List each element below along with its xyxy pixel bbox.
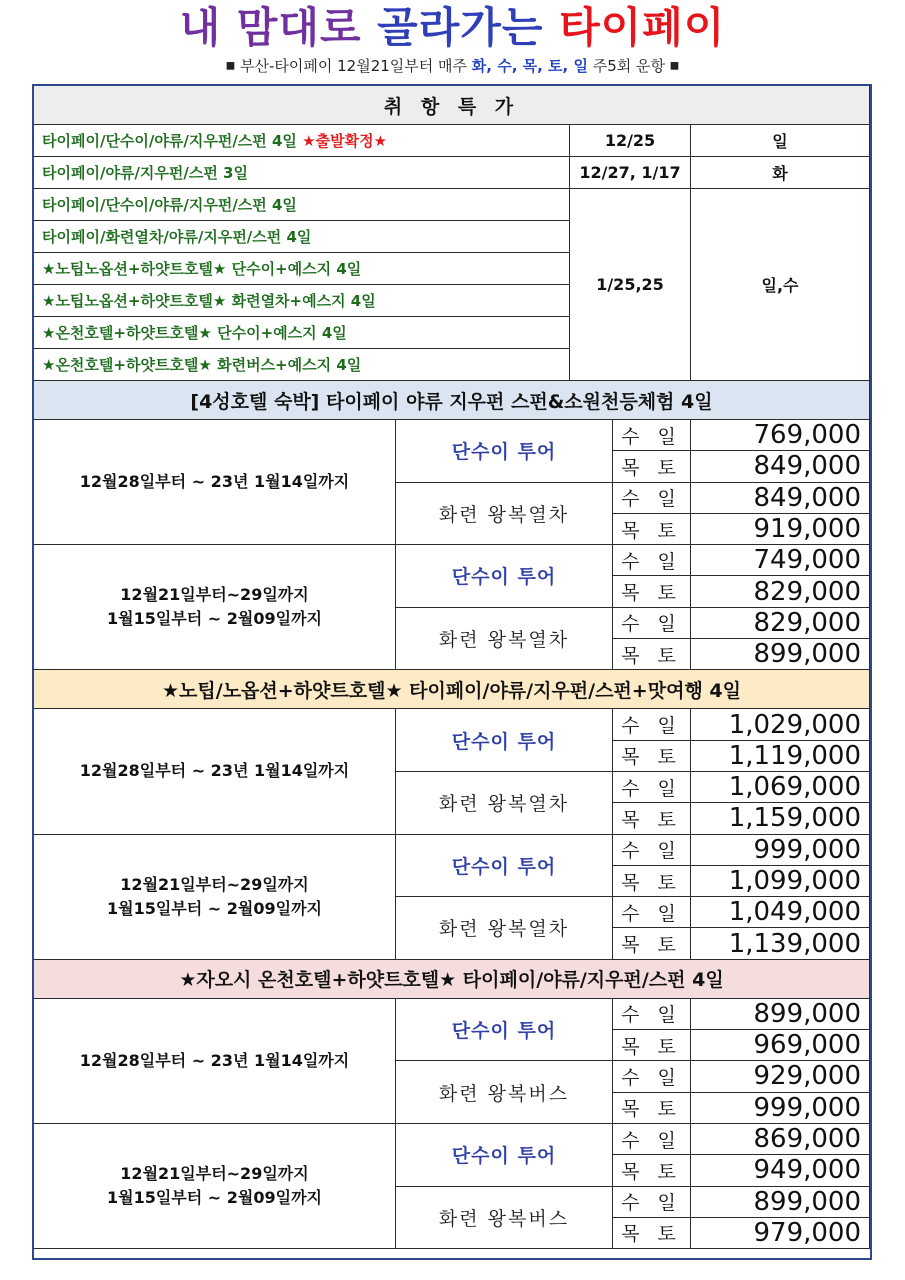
departure-day: 일,수	[691, 189, 870, 381]
package-name	[34, 285, 570, 317]
package-name-text: ★노팁노옵션+하얏트호텔★ 화련열차+예스지 4일	[42, 292, 376, 310]
section-heading-row	[34, 381, 870, 420]
table-row	[34, 834, 870, 865]
price: 1,069,000	[691, 771, 870, 802]
tour-option: 화련 왕복버스	[396, 1061, 613, 1124]
price: 929,000	[691, 1061, 870, 1092]
table-row	[34, 545, 870, 576]
weekday-label: 목 토	[613, 513, 691, 544]
bullet-square-icon: ■	[669, 60, 680, 72]
weekday-label: 수 일	[613, 1186, 691, 1217]
section-heading: [4성호텔 숙박] 타이페이 야류 지우펀 스펀&소원천등체험 4일	[34, 381, 870, 420]
section-heading: ★자오시 온천호텔+하얏트호텔★ 타이페이/야류/지우펀/스펀 4일	[34, 959, 870, 998]
tour-option: 단수이 투어	[396, 1123, 613, 1186]
package-name	[34, 189, 570, 221]
weekday-label: 목 토	[613, 1092, 691, 1123]
header	[0, 0, 905, 84]
subtitle-prefix: 부산-타이페이 12월21일부터 매주	[240, 57, 468, 75]
weekday-label: 수 일	[613, 545, 691, 576]
period-line-2: 1월15일부터 ~ 2월09일까지	[107, 1188, 322, 1208]
departure-day: 일	[691, 125, 870, 157]
price: 829,000	[691, 576, 870, 607]
departure-date: 12/27, 1/17	[570, 157, 691, 189]
weekday-label: 목 토	[613, 639, 691, 670]
departure-date: 12/25	[570, 125, 691, 157]
weekday-label: 수 일	[613, 771, 691, 802]
title-part-2: 골라가는	[377, 3, 544, 52]
price-table	[33, 85, 870, 1249]
weekday-label: 수 일	[613, 607, 691, 638]
package-name	[34, 157, 570, 189]
package-name	[34, 253, 570, 285]
tour-option: 단수이 투어	[396, 545, 613, 608]
package-name-text: ★온천호텔+하얏트호텔★ 화련버스+예스지 4일	[42, 356, 362, 374]
price: 849,000	[691, 451, 870, 482]
price: 919,000	[691, 513, 870, 544]
tour-option: 단수이 투어	[396, 998, 613, 1061]
title-part-1: 내 맘대로	[179, 3, 362, 52]
schedule-subtitle	[0, 55, 905, 78]
weekday-label: 목 토	[613, 576, 691, 607]
weekday-label: 수 일	[613, 420, 691, 451]
weekday-label: 목 토	[613, 1155, 691, 1186]
confirmed-badge: ★출발확정★	[302, 132, 388, 150]
travel-period	[34, 709, 396, 834]
table-row	[34, 420, 870, 451]
travel-period	[34, 420, 396, 545]
travel-period	[34, 545, 396, 670]
price: 949,000	[691, 1155, 870, 1186]
weekday-label: 목 토	[613, 928, 691, 959]
price: 1,119,000	[691, 740, 870, 771]
package-name-text: 타이페이/단수이/야류/지우펀/스펀 4일	[42, 196, 297, 214]
price: 899,000	[691, 1186, 870, 1217]
weekday-label: 수 일	[613, 1061, 691, 1092]
package-name-text: 타이페이/야류/지우펀/스펀 3일	[42, 164, 248, 182]
departure-date: 1/25,25	[570, 189, 691, 381]
package-name-text: ★온천호텔+하얏트호텔★ 단수이+예스지 4일	[42, 324, 347, 342]
tour-option: 화련 왕복버스	[396, 1186, 613, 1249]
period-line-1: 12월28일부터 ~ 23년 1월14일까지	[79, 472, 350, 492]
section-heading-row	[34, 86, 870, 125]
price: 1,049,000	[691, 897, 870, 928]
special-row	[34, 125, 870, 157]
tour-option: 화련 왕복열차	[396, 771, 613, 834]
price: 849,000	[691, 482, 870, 513]
period-line-1: 12월21일부터~29일까지	[120, 585, 309, 605]
price: 999,000	[691, 1092, 870, 1123]
package-name-text: 타이페이/화련열차/야류/지우펀/스펀 4일	[42, 228, 312, 246]
travel-period	[34, 834, 396, 959]
period-line-1: 12월28일부터 ~ 23년 1월14일까지	[79, 1050, 350, 1070]
travel-period	[34, 998, 396, 1123]
weekday-label: 목 토	[613, 865, 691, 896]
tour-option: 화련 왕복열차	[396, 482, 613, 545]
weekday-label: 수 일	[613, 834, 691, 865]
package-name	[34, 317, 570, 349]
price: 979,000	[691, 1217, 870, 1248]
title-part-3: 타이페이	[559, 3, 726, 52]
weekday-label: 수 일	[613, 998, 691, 1029]
period-line-1: 12월21일부터~29일까지	[120, 874, 309, 894]
price: 1,159,000	[691, 803, 870, 834]
weekday-label: 수 일	[613, 1123, 691, 1154]
section-heading-row	[34, 959, 870, 998]
weekday-label: 목 토	[613, 740, 691, 771]
price: 749,000	[691, 545, 870, 576]
special-row	[34, 157, 870, 189]
tour-option: 단수이 투어	[396, 709, 613, 772]
tour-option: 단수이 투어	[396, 420, 613, 483]
page-title	[0, 4, 905, 52]
price: 769,000	[691, 420, 870, 451]
subtitle-days: 화, 수, 목, 토, 일	[471, 57, 588, 75]
package-name-text: 타이페이/단수이/야류/지우펀/스펀 4일	[42, 132, 297, 150]
section-heading: ★노팁/노옵션+하얏트호텔★ 타이페이/야류/지우펀/스펀+맛여행 4일	[34, 670, 870, 709]
period-line-1: 12월28일부터 ~ 23년 1월14일까지	[79, 761, 350, 781]
bullet-square-icon: ■	[225, 60, 236, 72]
departure-day: 화	[691, 157, 870, 189]
weekday-label: 목 토	[613, 1030, 691, 1061]
weekday-label: 수 일	[613, 709, 691, 740]
weekday-label: 목 토	[613, 1217, 691, 1248]
special-row	[34, 189, 870, 221]
price: 829,000	[691, 607, 870, 638]
price: 899,000	[691, 639, 870, 670]
weekday-label: 목 토	[613, 451, 691, 482]
table-row	[34, 709, 870, 740]
price: 869,000	[691, 1123, 870, 1154]
weekday-label: 수 일	[613, 482, 691, 513]
period-line-2: 1월15일부터 ~ 2월09일까지	[107, 898, 322, 918]
tour-option: 단수이 투어	[396, 834, 613, 897]
travel-period	[34, 1123, 396, 1248]
tour-option: 화련 왕복열차	[396, 607, 613, 670]
price: 1,099,000	[691, 865, 870, 896]
subtitle-suffix: 주5회 운항	[592, 57, 665, 75]
period-line-1: 12월21일부터~29일까지	[120, 1164, 309, 1184]
package-name	[34, 349, 570, 381]
table-row	[34, 998, 870, 1029]
weekday-label: 수 일	[613, 897, 691, 928]
price: 1,139,000	[691, 928, 870, 959]
weekday-label: 목 토	[613, 803, 691, 834]
price: 969,000	[691, 1030, 870, 1061]
tour-option: 화련 왕복열차	[396, 897, 613, 960]
section-heading-row	[34, 670, 870, 709]
period-line-2: 1월15일부터 ~ 2월09일까지	[107, 609, 322, 629]
table-row	[34, 1123, 870, 1154]
price: 1,029,000	[691, 709, 870, 740]
price: 899,000	[691, 998, 870, 1029]
package-name	[34, 221, 570, 253]
price: 999,000	[691, 834, 870, 865]
section-heading: 취 항 특 가	[34, 86, 870, 125]
package-name-text: ★노팁노옵션+하얏트호텔★ 단수이+예스지 4일	[42, 260, 362, 278]
package-name	[34, 125, 570, 157]
